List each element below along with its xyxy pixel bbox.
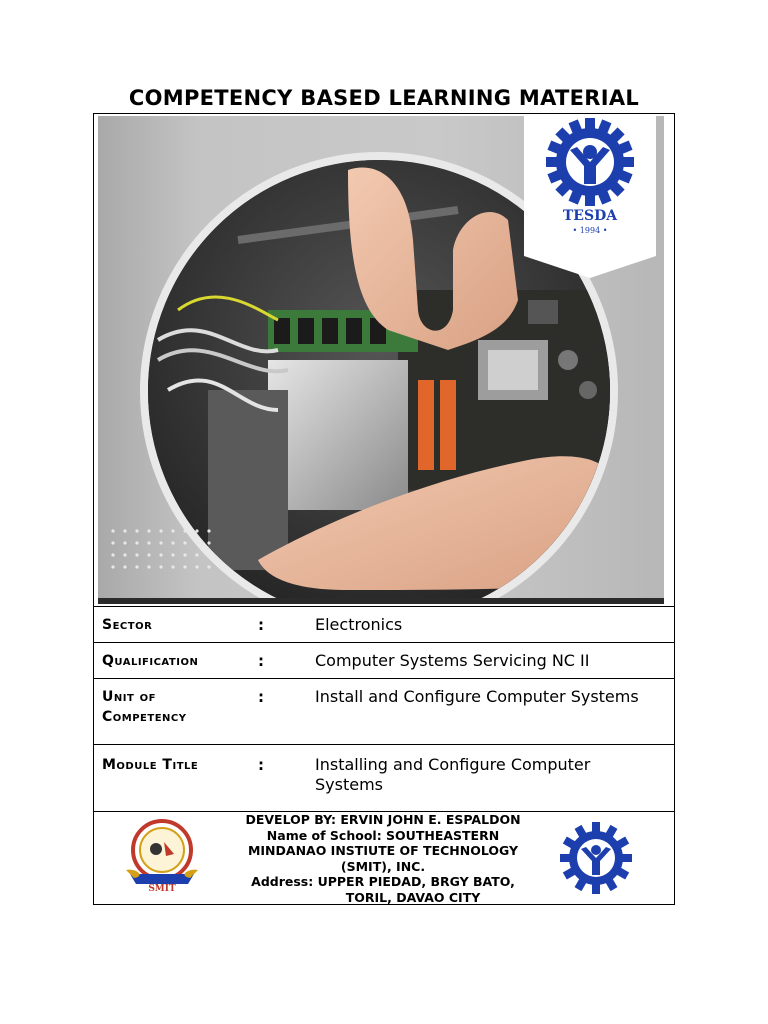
info-table	[94, 606, 674, 811]
info-row-qualification	[94, 642, 674, 678]
smit-school-logo	[126, 818, 198, 892]
tesda-year: • 1994 •	[572, 226, 608, 235]
unit-of-competency-value: Install and Configure Computer Systems	[315, 687, 639, 706]
footer-school-line-2: MINDANAO INSTIUTE OF TECHNOLOGY	[247, 843, 519, 859]
decorative-dots	[108, 526, 218, 586]
footer-credits	[202, 812, 564, 906]
document-frame	[93, 113, 675, 905]
sector-value: Electronics	[315, 615, 403, 634]
footer-address-line-1: Address: UPPER PIEDAD, BRGY BATO,	[251, 874, 515, 890]
tesda-logo-icon	[558, 820, 634, 896]
qualification-label: Qualification	[102, 653, 199, 669]
qualification-value: Computer Systems Servicing NC II	[315, 651, 590, 670]
sector-label: Sector	[102, 617, 153, 633]
footer	[94, 811, 674, 906]
module-title-value: Installing and Configure Computer Systems	[315, 755, 591, 794]
module-title-separator: :	[258, 756, 264, 774]
tesda-badge	[524, 116, 656, 256]
unit-of-competency-label: Unit of Competency	[102, 689, 187, 725]
sector-separator: :	[258, 616, 264, 634]
cover-image	[98, 116, 664, 604]
footer-school-line-1: Name of School: SOUTHEASTERN	[266, 827, 500, 843]
module-title-label: Module Title	[102, 757, 199, 773]
footer-school-line-3: (SMIT), INC.	[340, 858, 426, 874]
info-row-sector	[94, 606, 674, 642]
tesda-gear-icon	[524, 116, 656, 208]
qualification-separator: :	[258, 652, 264, 670]
smit-logo-text: SMIT	[148, 884, 176, 892]
page-title: COMPETENCY BASED LEARNING MATERIAL	[128, 86, 640, 110]
tesda-name: TESDA	[562, 208, 618, 224]
footer-address-line-2: TORIL, DAVAO CITY	[345, 889, 481, 905]
info-row-unit-of-competency	[94, 678, 674, 744]
info-row-module-title	[94, 744, 674, 811]
footer-developer: DEVELOP BY: ERVIN JOHN E. ESPALDON	[245, 812, 521, 827]
unit-of-competency-separator: :	[258, 688, 264, 706]
